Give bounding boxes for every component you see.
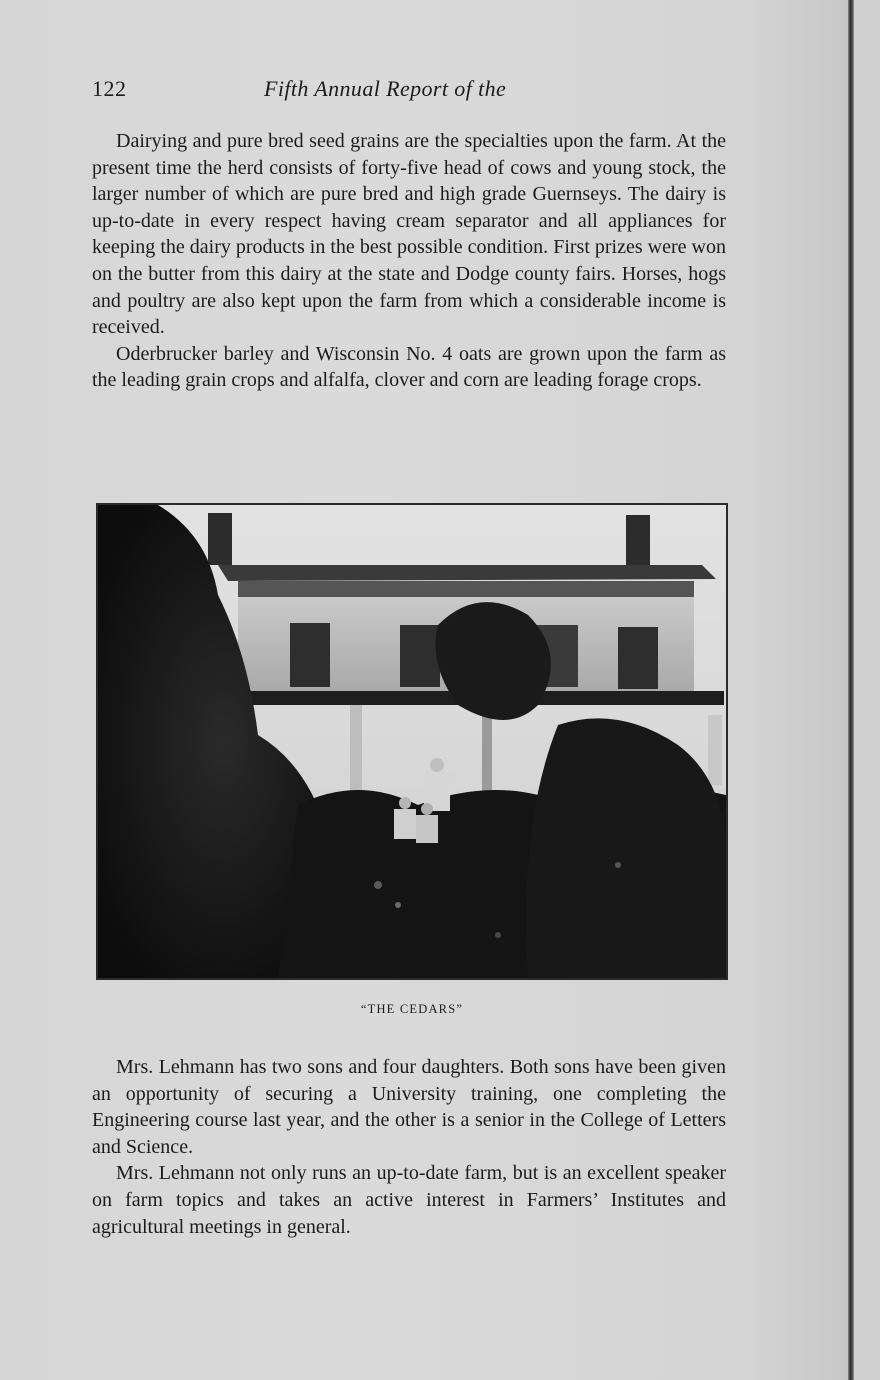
body-text-bottom xyxy=(92,1054,726,1240)
farmhouse-photograph xyxy=(96,503,728,980)
paragraph: Dairying and pure bred seed grains are the specialties upon the farm. At the present time the herd consists of forty-five head of cows and young stock, the larger number of which are pure bred and high grade Guernseys. The dairy is up-to-date in every respect having cream separator and all appliances for keeping the dairy products in the best possible condition. First prizes were won on the butter from this dairy at the state and Dodge county fairs. Horses, hogs and poultry are also kept upon the farm from which a considerable income is received. xyxy=(92,130,726,339)
paragraph: Oderbrucker barley and Wisconsin No. 4 oats are grown upon the farm as the leading grain crops and alfalfa, clover and corn are leading forage crops. xyxy=(92,342,726,392)
scan-margin xyxy=(854,0,880,1380)
figure-caption: “THE CEDARS” xyxy=(360,1002,464,1016)
farmhouse-photo-image xyxy=(98,505,726,978)
body-text-top xyxy=(92,128,726,394)
paragraph: Mrs. Lehmann has two sons and four daughters. Both sons have been given an opportunity of securing a University training, one completing the Engineering course last year, and the other is a senior in the College of Letters and Science. xyxy=(92,1056,726,1158)
page-number: 122 xyxy=(92,76,127,101)
page-header xyxy=(92,76,732,108)
running-head: Fifth Annual Report of the xyxy=(264,76,507,101)
paragraph: Mrs. Lehmann not only runs an up-to-date farm, but is an excellent speaker on farm topics and takes an active interest in Farmers’ Institutes and agricultural meetings in general. xyxy=(92,1162,726,1238)
